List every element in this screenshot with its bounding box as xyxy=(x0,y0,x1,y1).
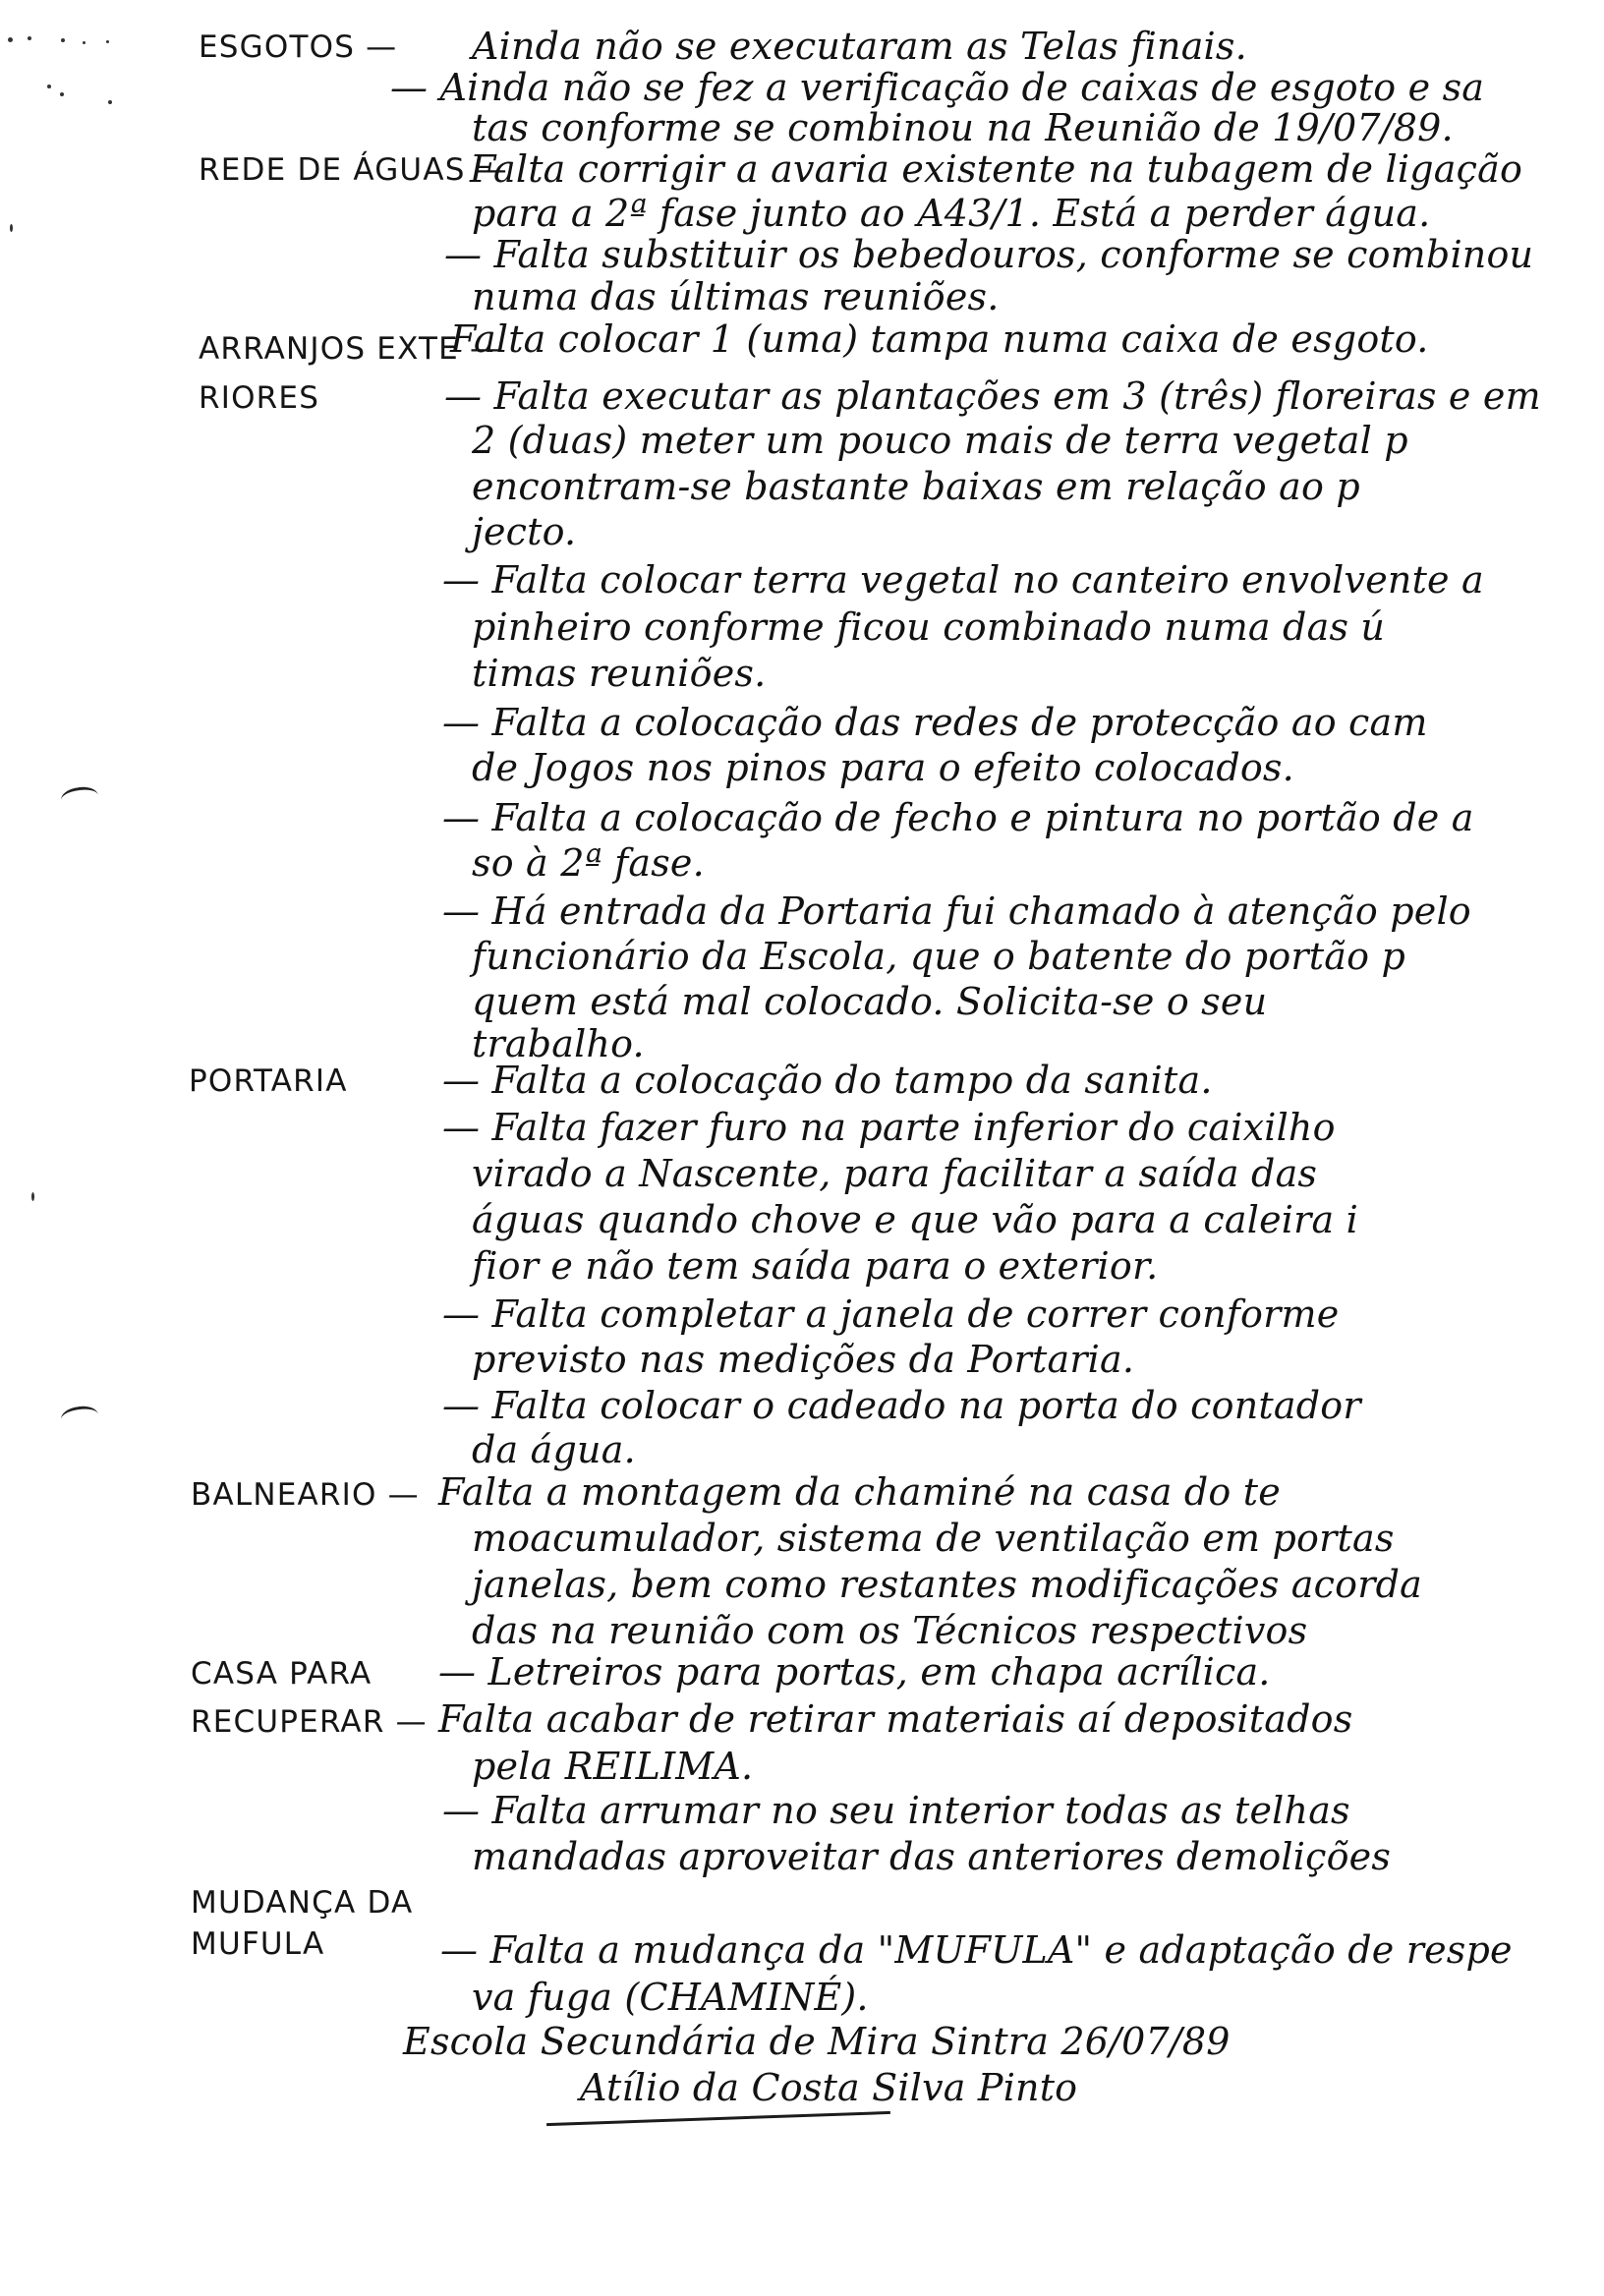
section-label-mudanca-da: MUDANÇA DA xyxy=(191,1885,414,1921)
arranjos-line-8: timas reuniões. xyxy=(472,652,767,695)
arranjos-line-7: pinheiro conforme ficou combinado numa das ú xyxy=(472,605,1386,649)
arranjos-line-10: de Jogos nos pinos para o efeito colocados. xyxy=(472,746,1294,789)
portaria-line-9: da água. xyxy=(472,1428,636,1471)
casa-line-1: — Letreiros para portas, em chapa acrílica. xyxy=(438,1650,1271,1693)
portaria-line-3: virado a Nascente, para facilitar a saída das xyxy=(472,1152,1318,1195)
casa-line-2: Falta acabar de retirar materiais aí depositados xyxy=(438,1697,1353,1741)
balneario-line-2: moacumulador, sistema de ventilação em portas xyxy=(472,1517,1395,1560)
portaria-line-5: fior e não tem saída para o exterior. xyxy=(472,1244,1159,1288)
arranjos-line-14: funcionário da Escola, que o batente do portão p xyxy=(472,935,1405,978)
arranjos-line-12: so à 2ª fase. xyxy=(472,841,705,885)
signature-underline xyxy=(546,2111,890,2126)
scan-speck xyxy=(83,41,86,44)
mudanca-line-2: va fuga (CHAMINÉ). xyxy=(472,1976,869,2019)
rede-de-aguas-line-4: numa das últimas reuniões. xyxy=(472,275,1000,318)
portaria-line-2: — Falta fazer furo na parte inferior do caixilho xyxy=(442,1106,1336,1149)
scan-speck xyxy=(106,40,109,43)
esgotos-line-2: — Ainda não se fez a verificação de caixas de esgoto e sa xyxy=(390,66,1485,109)
scan-speck xyxy=(8,37,13,42)
portaria-line-7: previsto nas medições da Portaria. xyxy=(472,1338,1135,1381)
rede-de-aguas-line-3: — Falta substituir os bebedouros, conforme se combinou xyxy=(444,233,1534,276)
portaria-line-4: águas quando chove e que vão para a caleira i xyxy=(472,1198,1358,1241)
balneario-line-4: das na reunião com os Técnicos respectivos xyxy=(472,1609,1308,1652)
scan-speck xyxy=(10,224,13,232)
section-label-rede-de-aguas: REDE DE ÁGUAS — xyxy=(199,152,508,188)
arranjos-line-5: jecto. xyxy=(472,510,577,553)
portaria-line-6: — Falta completar a janela de correr conforme xyxy=(442,1292,1340,1336)
arranjos-line-4: encontram-se bastante baixas em relação ao p xyxy=(472,465,1360,508)
scan-speck xyxy=(47,85,51,88)
scan-speck xyxy=(61,38,65,42)
arranjos-line-3: 2 (duas) meter um pouco mais de terra vegetal p xyxy=(472,419,1408,462)
casa-line-4: — Falta arrumar no seu interior todas as telhas xyxy=(442,1789,1350,1832)
scan-speck xyxy=(31,1192,34,1201)
balneario-line-3: janelas, bem como restantes modificações acorda xyxy=(472,1563,1422,1606)
casa-line-3: pela REILIMA. xyxy=(472,1745,754,1788)
section-label-balneario: BALNEARIO — xyxy=(191,1477,420,1513)
school-and-date: Escola Secundária de Mira Sintra 26/07/89 xyxy=(403,2020,1231,2063)
section-label-arranjos-exteriores: ARRANJOS EXTE — xyxy=(199,331,502,367)
arranjos-line-6: — Falta colocar terra vegetal no canteiro envolvente a xyxy=(442,558,1484,602)
scan-speck xyxy=(60,92,64,96)
arranjos-line-15: quem está mal colocado. Solicita-se o seu xyxy=(472,980,1268,1023)
arranjos-line-13: — Há entrada da Portaria fui chamado à atenção pelo xyxy=(442,890,1471,933)
portaria-line-8: — Falta colocar o cadeado na porta do contador xyxy=(442,1384,1361,1427)
arranjos-line-9: — Falta a colocação das redes de protecção ao cam xyxy=(442,701,1428,744)
esgotos-line-3: tas conforme se combinou na Reunião de 19/07/89. xyxy=(472,106,1454,149)
section-label-mufula: MUFULA xyxy=(191,1926,325,1962)
punch-hole-mark xyxy=(60,784,100,810)
portaria-line-1: — Falta a colocação do tampo da sanita. xyxy=(442,1059,1213,1102)
section-label-recuperar: RECUPERAR — xyxy=(191,1704,428,1740)
signature-name: Atílio da Costa Silva Pinto xyxy=(580,2066,1078,2109)
arranjos-line-1: Falta colocar 1 (uma) tampa numa caixa de esgoto. xyxy=(450,317,1429,361)
balneario-line-1: Falta a montagem da chaminé na casa do te xyxy=(438,1470,1281,1514)
arranjos-line-11: — Falta a colocação de fecho e pintura no portão de a xyxy=(442,796,1474,839)
mudanca-line-1: — Falta a mudança da "MUFULA" e adaptação de respe xyxy=(440,1928,1513,1972)
scan-speck xyxy=(108,100,112,104)
rede-de-aguas-line-1: Falta corrigir a avaria existente na tubagem de ligação xyxy=(470,147,1523,191)
punch-hole-mark xyxy=(60,1404,100,1429)
scan-speck xyxy=(28,36,31,40)
casa-line-5: mandadas aproveitar das anteriores demolições xyxy=(472,1835,1392,1878)
arranjos-line-16: trabalho. xyxy=(472,1022,645,1065)
esgotos-line-1: Ainda não se executaram as Telas finais. xyxy=(472,25,1247,68)
section-label-portaria: PORTARIA xyxy=(189,1063,348,1099)
section-label-arranjos-continuation: RIORES xyxy=(199,380,320,416)
section-label-esgotos: ESGOTOS — xyxy=(199,29,398,65)
rede-de-aguas-line-2: para a 2ª fase junto ao A43/1. Está a perder água. xyxy=(472,192,1431,235)
arranjos-line-2: — Falta executar as plantações em 3 (três) floreiras e em xyxy=(444,374,1541,418)
section-label-casa-para: CASA PARA xyxy=(191,1656,372,1692)
